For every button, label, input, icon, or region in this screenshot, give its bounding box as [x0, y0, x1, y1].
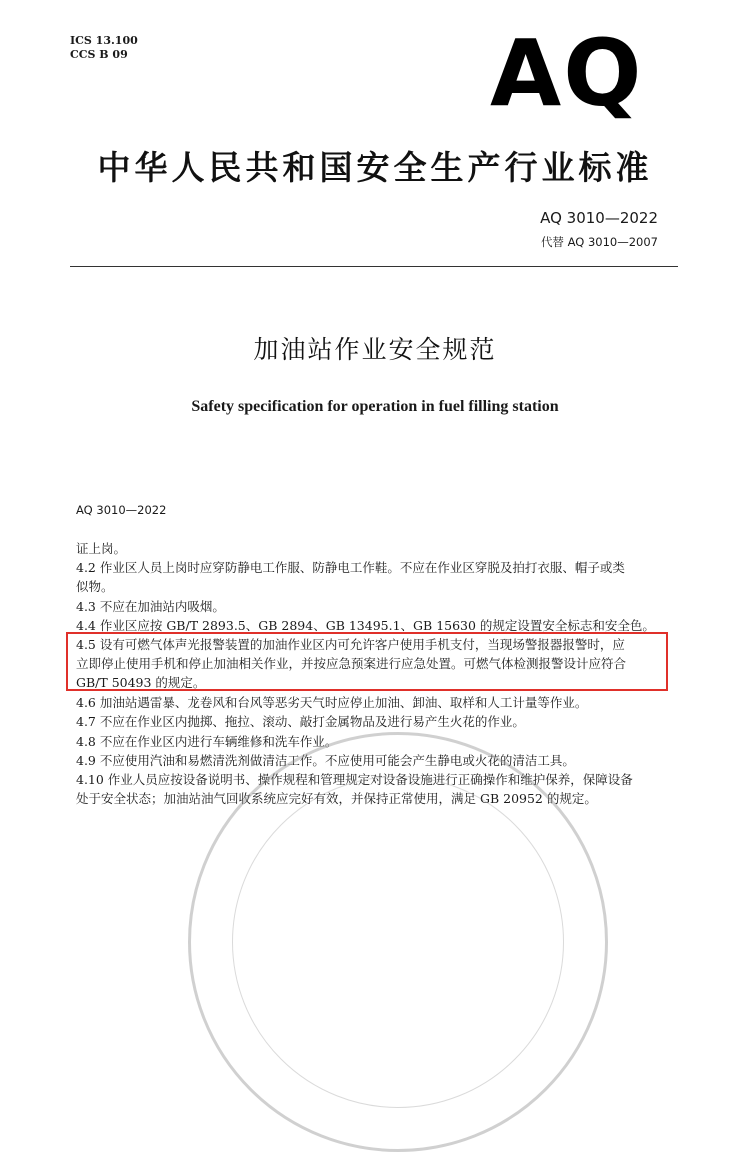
replaces-standard: 代替 AQ 3010—2007 — [540, 235, 658, 249]
clause-line: 4.2 作业区人员上岗时应穿防静电工作服、防静电工作鞋。不应在作业区穿脱及拍打衣服、帽子或类 — [76, 560, 625, 575]
clause-line: 似物。 — [76, 579, 114, 594]
clause-line: 4.4 作业区应按 GB/T 2893.5、GB 2894、GB 13495.1、GB 15630 的规定设置安全标志和安全色。 — [76, 618, 655, 633]
highlight-box — [66, 632, 668, 691]
seal-stamp-inner-ring — [232, 776, 564, 1108]
clause-line: 4.8 不应在作业区内进行车辆维修和洗车作业。 — [76, 734, 338, 749]
clause-line: 4.5 设有可燃气体声光报警装置的加油作业区内可允许客户使用手机支付，当现场警报器报警时，应 — [76, 637, 625, 652]
aq-logo: AQ — [490, 20, 644, 127]
clause-line: 4.7 不应在作业区内抛掷、拖拉、滚动、敲打金属物品及进行易产生火花的作业。 — [76, 714, 525, 729]
ics-code: ICS 13.100 — [70, 34, 138, 47]
page-header-code: AQ 3010—2022 — [76, 503, 167, 517]
clause-line: 立即停止使用手机和停止加油相关作业，并按应急预案进行应急处置。可燃气体检测报警设计应符合 — [76, 656, 627, 671]
header-divider — [70, 266, 678, 267]
standard-number: AQ 3010—2022 — [540, 209, 658, 227]
clause-line: 4.3 不应在加油站内吸烟。 — [76, 599, 225, 614]
clause-line: 4.6 加油站遇雷暴、龙卷风和台风等恶劣天气时应停止加油、卸油、取样和人工计量等作业。 — [76, 695, 588, 710]
ccs-code: CCS B 09 — [70, 48, 128, 61]
clause-line: 处于安全状态；加油站油气回收系统应完好有效，并保持正常使用，满足 GB 20952 的规定。 — [76, 791, 597, 806]
clause-line: GB/T 50493 的规定。 — [76, 675, 206, 690]
clause-line: 4.10 作业人员应按设备说明书、操作规程和管理规定对设备设施进行正确操作和维护保养，保障设备 — [76, 772, 633, 787]
standard-category: 中华人民共和国安全生产行业标准 — [97, 148, 653, 187]
clause-line: 4.9 不应使用汽油和易燃清洗剂做清洁工作。不应使用可能会产生静电或火花的清洁工具。 — [76, 753, 575, 768]
classification-codes — [70, 34, 138, 62]
clause-line: 证上岗。 — [76, 541, 127, 556]
document-title-chinese: 加油站作业安全规范 — [253, 335, 497, 364]
document-title-english: Safety specification for operation in fuel filling station — [191, 398, 559, 415]
